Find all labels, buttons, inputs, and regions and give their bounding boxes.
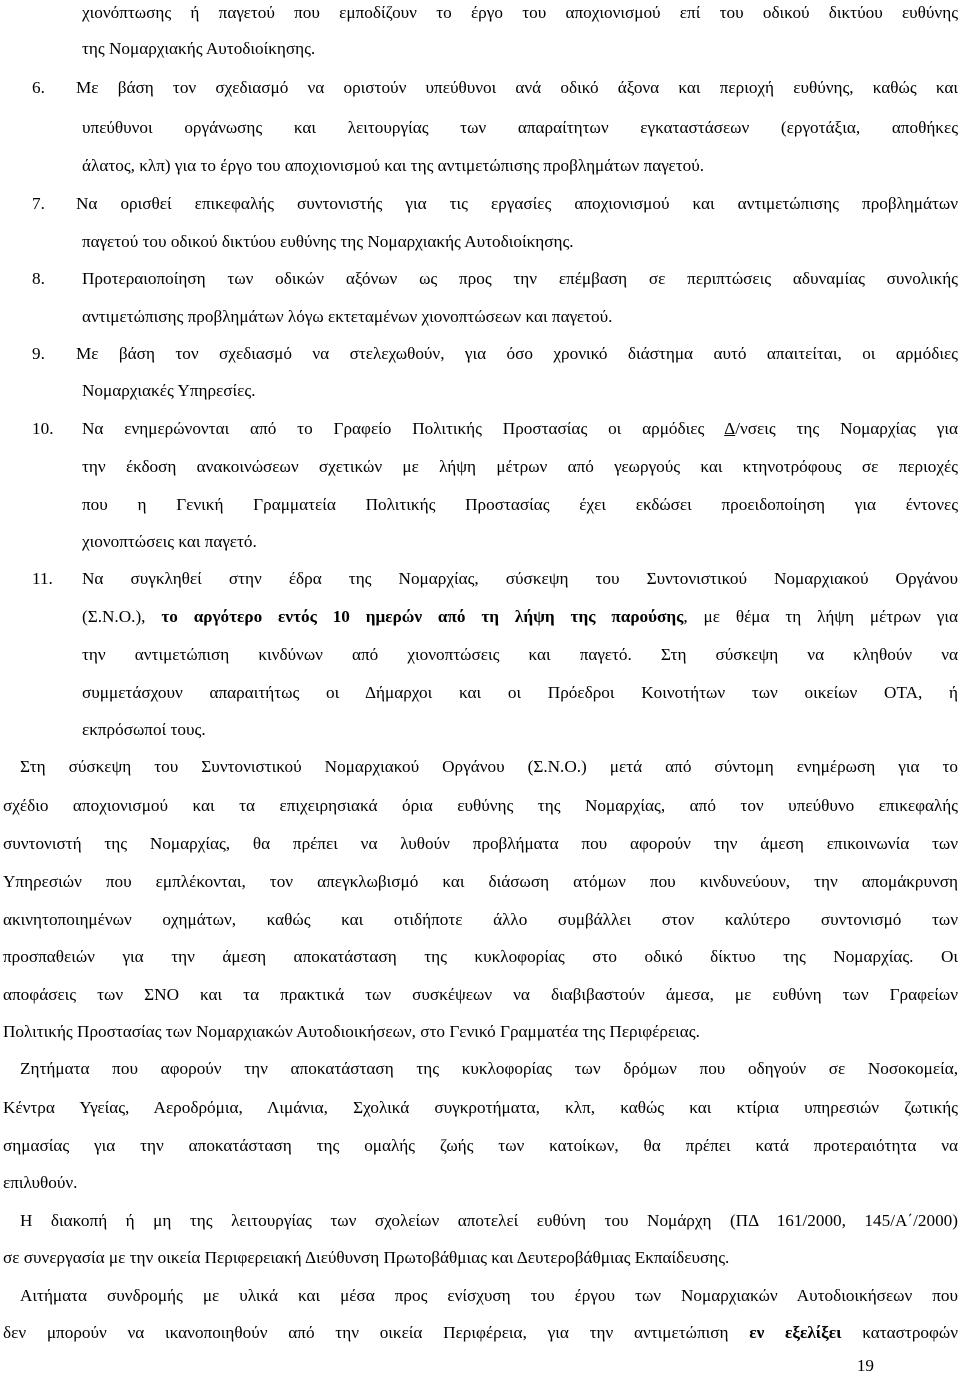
- text-line: ακινητοποιημένων οχημάτων, καθώς και οτιδήποτε άλλο συμβάλλει στον καλύτερο συντονισμό των: [3, 910, 958, 929]
- text-run: /νσεις της Νομαρχίας για: [735, 419, 958, 438]
- text-line: Στη σύσκεψη του Συντονιστικού Νομαρχιακού Οργάνου (Σ.Ν.Ο.) μετά από σύντομη ενημέρωση για το: [20, 757, 958, 776]
- text-line: συμμετάσχουν απαραιτήτως οι Δήμαρχοι και οι Πρόεδροι Κοινοτήτων των οικείων ΟΤΑ, ή: [82, 683, 958, 702]
- text-line: Με βάση τον σχεδιασμό να στελεχωθούν, για όσο χρονικό διάστημα αυτό απαιτείται, οι αρμόδιες: [76, 344, 958, 363]
- text-line: αποφάσεις των ΣΝΟ και τα πρακτικά των συσκέψεων να διαβιβαστούν άμεσα, με ευθύνη των Γραφείων: [3, 985, 958, 1004]
- text-line: Η διακοπή ή μη της λειτουργίας των σχολείων αποτελεί ευθύνη του Νομάρχη (ΠΔ 161/2000, 145/Α΄/2000): [20, 1211, 958, 1230]
- text-line: [82, 606, 958, 630]
- text-run: καταστροφών: [841, 1323, 959, 1342]
- list-number: 10.: [32, 419, 54, 438]
- text-line: χιονοπτώσεις και παγετό.: [82, 532, 257, 551]
- text-line: που η Γενική Γραμματεία Πολιτικής Προστασίας έχει εκδώσει προειδοποίηση για έντονες: [82, 495, 958, 514]
- bold-text: το αργότερο εντός 10 ημερών από τη λήψη της παρούσης: [161, 607, 684, 626]
- text-line: αντιμετώπισης προβλημάτων λόγω εκτεταμένων χιονοπτώσεων και παγετού.: [82, 307, 613, 326]
- list-number: 9.: [32, 344, 45, 363]
- text-line: σχέδιο αποχιονισμού και τα επιχειρησιακά όρια ευθύνης της Νομαρχίας, από τον υπεύθυνο επικεφαλής: [3, 796, 958, 815]
- underlined-text: Δ: [724, 419, 736, 438]
- text-run: δεν μπορούν να ικανοποιηθούν από την οικεία Περιφέρεια, για την αντιμετώπιση: [3, 1323, 750, 1342]
- text-line: Υπηρεσιών που εμπλέκονται, τον απεγκλωβισμό και διάσωση ατόμων που κινδυνεύουν, την απομάκρυνση: [3, 872, 958, 891]
- text-line: χιονόπτωσης ή παγετού που εμποδίζουν το έργο του αποχιονισμού επί του οδικού δικτύου ευθύνης: [82, 3, 958, 22]
- list-number: 8.: [32, 269, 45, 288]
- text-line: εκπρόσωποί τους.: [82, 720, 206, 739]
- text-line: Αιτήματα συνδρομής με υλικά και μέσα προς ενίσχυση του έργου των Νομαρχιακών Αυτοδιοικήσεων που: [20, 1286, 958, 1305]
- list-number: 7.: [32, 194, 45, 213]
- text-line: Ζητήματα που αφορούν την αποκατάσταση της κυκλοφορίας των δρόμων που οδηγούν σε Νοσοκομεία,: [20, 1059, 958, 1078]
- text-line: [3, 1322, 958, 1346]
- text-line: Να ορισθεί επικεφαλής συντονιστής για τις εργασίες αποχιονισμού και αντιμετώπισης προβλημάτων: [76, 194, 958, 213]
- text-line: την έκδοση ανακοινώσεων σχετικών με λήψη μέτρων από γεωργούς και κτηνοτρόφους σε περιοχές: [82, 457, 958, 476]
- list-number: 6.: [32, 78, 45, 97]
- text-line: Κέντρα Υγείας, Αεροδρόμια, Λιμάνια, Σχολικά συγκροτήματα, κλπ, καθώς και κτίρια υπηρεσιών ζωτικής: [3, 1098, 958, 1117]
- text-line: υπεύθυνοι οργάνωσης και λειτουργίας των απαραίτητων εγκαταστάσεων (εργοτάξια, αποθήκες: [82, 118, 958, 137]
- text-line: Να συγκληθεί στην έδρα της Νομαρχίας, σύσκεψη του Συντονιστικού Νομαρχιακού Οργάνου: [82, 569, 958, 588]
- text-run: (Σ.Ν.Ο.),: [82, 607, 162, 626]
- text-line: [82, 418, 958, 442]
- text-line: επιλυθούν.: [3, 1173, 78, 1192]
- text-line: παγετού του οδικού δικτύου ευθύνης της Νομαρχιακής Αυτοδιοίκησης.: [82, 232, 574, 251]
- text-line: σημασίας για την αποκατάσταση της ομαλής ζωής των κατοίκων, θα πρέπει κατά προτεραιότητα να: [3, 1136, 958, 1155]
- text-line: συντονιστή της Νομαρχίας, θα πρέπει να λυθούν προβλήματα που αφορούν την άμεση επικοινωνία των: [3, 834, 958, 853]
- text-run: , με θέμα τη λήψη μέτρων για: [683, 607, 958, 626]
- bold-text: εν εξελίξει: [749, 1323, 842, 1342]
- text-line: Νομαρχιακές Υπηρεσίες.: [82, 381, 256, 400]
- text-line: Με βάση τον σχεδιασμό να οριστούν υπεύθυνοι ανά οδικό άξονα και περιοχή ευθύνης, καθώς και: [76, 78, 958, 97]
- text-line: προσπαθειών για την άμεση αποκατάσταση της κυκλοφορίας στο οδικό δίκτυο της Νομαρχίας. Οι: [3, 947, 958, 966]
- page-number: 19: [856, 1356, 874, 1375]
- list-number: 11.: [32, 569, 53, 588]
- text-run: Να ενημερώνονται από το Γραφείο Πολιτικής Προστασίας οι αρμόδιες: [82, 419, 725, 438]
- text-line: της Νομαρχιακής Αυτοδιοίκησης.: [82, 39, 316, 58]
- text-line: άλατος, κλπ) για το έργο του αποχιονισμού και της αντιμετώπισης προβλημάτων παγετού.: [82, 156, 705, 175]
- text-line: σε συνεργασία με την οικεία Περιφερειακή Διεύθυνση Πρωτοβάθμιας και Δευτεροβάθμιας Εκπαίδευσης.: [3, 1248, 730, 1267]
- text-line: Προτεραιοποίηση των οδικών αξόνων ως προς την επέμβαση σε περιπτώσεις αδυναμίας συνολικής: [82, 269, 958, 288]
- text-line: Πολιτικής Προστασίας των Νομαρχιακών Αυτοδιοικήσεων, στο Γενικό Γραμματέα της Περιφέρειας.: [3, 1022, 700, 1041]
- text-line: την αντιμετώπιση κινδύνων από χιονοπτώσεις και παγετό. Στη σύσκεψη να κληθούν να: [82, 645, 958, 664]
